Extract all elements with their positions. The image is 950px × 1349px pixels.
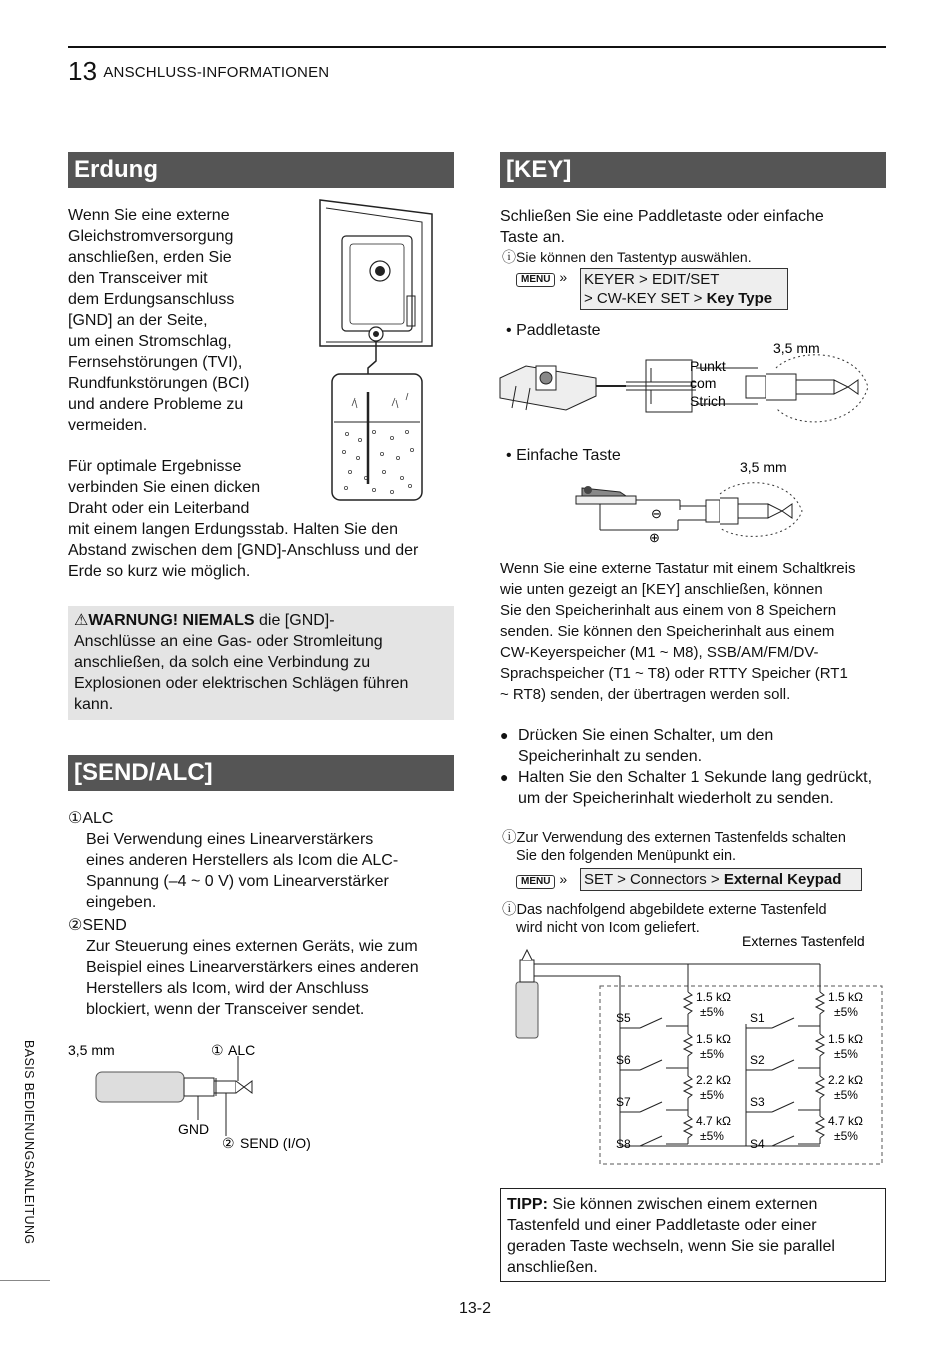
text-line: Draht oder ein Leiterband bbox=[68, 500, 250, 517]
menu-path-line: KEYER > EDIT/SET bbox=[584, 271, 720, 288]
text-line: mit einem langen Erdungsstab. Halten Sie den bbox=[68, 521, 398, 538]
switch-label: S4 bbox=[750, 1137, 765, 1151]
menu-key-icon: MENU bbox=[516, 273, 555, 287]
straight-size-label: 3,5 mm bbox=[740, 459, 787, 475]
menu-path-1 bbox=[516, 268, 567, 287]
text-line: Explosionen oder elektrischen Schlägen führen bbox=[74, 675, 409, 692]
chapter-title: ANSCHLUSS-INFORMATIONEN bbox=[103, 64, 330, 81]
switch-label: S7 bbox=[616, 1095, 631, 1109]
menu-key-icon: MENU bbox=[516, 875, 555, 889]
text-line: Anschlüsse an eine Gas- oder Stromleitung bbox=[74, 633, 383, 650]
text-line: dem Erdungsanschluss bbox=[68, 291, 235, 308]
menu-path-box-2 bbox=[580, 868, 862, 891]
send-label: SEND (I/O) bbox=[240, 1135, 311, 1151]
text-line: Gleichstromversorgung bbox=[68, 228, 234, 245]
text-line: verbinden Sie einen dicken bbox=[68, 479, 261, 496]
resistor-tolerance: ±5% bbox=[700, 1047, 724, 1061]
resistor-value: 1.5 kΩ bbox=[696, 990, 731, 1004]
punkt-label: Punkt bbox=[690, 358, 726, 374]
text-line: kann. bbox=[74, 696, 114, 713]
text-line: Zur Verwendung des externen Tastenfelds schalten bbox=[516, 830, 846, 846]
header-rule bbox=[68, 46, 886, 48]
item-label: ALC bbox=[82, 810, 114, 827]
alc-label: ALC bbox=[228, 1042, 256, 1058]
text-line: Bei Verwendung eines Linearverstärkers bbox=[86, 831, 374, 848]
menu-path-box-1 bbox=[580, 268, 788, 310]
text-line: Spannung (–4 ~ 0 V) vom Linearverstärker bbox=[86, 873, 389, 890]
text-line: [GND] an der Seite, bbox=[68, 312, 208, 329]
switch-label: S5 bbox=[616, 1011, 631, 1025]
sidebar-label: BASIS BEDIENUNGSANLEITUNG bbox=[22, 1040, 36, 1245]
circled-two-icon: ② bbox=[222, 1135, 235, 1151]
chapter-heading bbox=[68, 56, 329, 87]
resistor-value: 2.2 kΩ bbox=[828, 1073, 863, 1087]
text-line: eingeben. bbox=[86, 894, 157, 911]
text-line: anschließen. bbox=[507, 1259, 598, 1276]
switch-label: S6 bbox=[616, 1053, 631, 1067]
text-line: senden. Sie können den Speicherinhalt aus einem bbox=[500, 623, 835, 640]
bullet-icon: • bbox=[506, 322, 512, 339]
text-line: anschließen, da solch eine Verbindung zu bbox=[74, 654, 371, 671]
arrow-icon: » bbox=[559, 871, 568, 887]
list-item bbox=[500, 725, 892, 767]
info-icon: ⓘ bbox=[502, 249, 516, 265]
text-line: um der Speicherinhalt wiederholt zu senden. bbox=[518, 790, 834, 807]
text-line: Fernsehstörungen (TVI), bbox=[68, 354, 243, 371]
text-line: anschließen, erden Sie bbox=[68, 249, 232, 266]
menu-path-line: SET > Connectors > bbox=[584, 871, 724, 888]
text-line: Sie können zwischen einem externen bbox=[547, 1196, 818, 1213]
text-line: ● Drücken Sie einen Schalter, um den bbox=[518, 727, 774, 744]
text-line: Abstand zwischen dem [GND]-Anschluss und der bbox=[68, 542, 419, 559]
text-line: ● Halten Sie den Schalter 1 Sekunde lang gedrückt, bbox=[518, 769, 873, 786]
resistor-value: 1.5 kΩ bbox=[696, 1032, 731, 1046]
arrow-icon: » bbox=[559, 269, 568, 285]
text-line: CW-Keyerspeicher (M1 ~ M8), SSB/AM/FM/DV- bbox=[500, 644, 819, 661]
text-line: Für optimale Ergebnisse bbox=[68, 458, 242, 475]
text-line: Sie den Speicherinhalt aus einem von 8 Speichern bbox=[500, 602, 837, 619]
resistor-value: 1.5 kΩ bbox=[828, 1032, 863, 1046]
text-line: Tastenfeld und einer Paddletaste oder einer bbox=[507, 1217, 817, 1234]
circled-one-icon: ① bbox=[68, 810, 83, 827]
bullet-icon: • bbox=[506, 447, 512, 464]
key-note-2 bbox=[502, 829, 894, 865]
switch-label: S8 bbox=[616, 1137, 631, 1151]
text-line: ~ RT8) senden, der übertragen werden soll. bbox=[500, 686, 791, 703]
resistor-tolerance: ±5% bbox=[834, 1129, 858, 1143]
resistor-tolerance: ±5% bbox=[834, 1047, 858, 1061]
warning-label: WARNUNG! NIEMALS bbox=[88, 612, 255, 629]
info-icon: ⓘ bbox=[502, 830, 517, 846]
section-title-key: [KEY] bbox=[500, 152, 886, 188]
text-line: wird nicht von Icom geliefert. bbox=[516, 920, 700, 936]
text-line: Das nachfolgend abgebildete externe Tastenfeld bbox=[516, 902, 827, 918]
resistor-value: 1.5 kΩ bbox=[828, 990, 863, 1004]
text-line: Zur Steuerung eines externen Geräts, wie zum bbox=[86, 938, 418, 955]
switch-label: S3 bbox=[750, 1095, 765, 1109]
chapter-number: 13 bbox=[68, 56, 98, 86]
external-keypad-schematic bbox=[500, 930, 886, 1180]
send-alc-plug-diagram bbox=[66, 1038, 366, 1158]
keypad-bullets bbox=[500, 725, 892, 809]
gnd-label: GND bbox=[178, 1121, 210, 1137]
text-line: Beispiel eines Linearverstärkers eines anderen bbox=[86, 959, 419, 976]
circled-one-icon: ① bbox=[211, 1042, 224, 1058]
straight-key-label: Einfache Taste bbox=[516, 447, 621, 464]
tip-box bbox=[500, 1188, 886, 1282]
text-line: Sie den folgenden Menüpunkt ein. bbox=[516, 848, 737, 864]
resistor-tolerance: ±5% bbox=[700, 1129, 724, 1143]
section-title-erdung: Erdung bbox=[68, 152, 454, 188]
resistor-value: 4.7 kΩ bbox=[696, 1114, 731, 1128]
resistor-value: 2.2 kΩ bbox=[696, 1073, 731, 1087]
resistor-tolerance: ±5% bbox=[834, 1005, 858, 1019]
minus-icon: ⊖ bbox=[651, 506, 662, 521]
key-note-1 bbox=[502, 248, 892, 266]
text-line: um einen Stromschlag, bbox=[68, 333, 232, 350]
resistor-value: 4.7 kΩ bbox=[828, 1114, 863, 1128]
text-line: eines anderen Herstellers als Icom die ALC- bbox=[86, 852, 399, 869]
text-line: Rundfunkstörungen (BCI) bbox=[68, 375, 250, 392]
grounding-illustration bbox=[312, 196, 460, 506]
text-line: geraden Taste wechseln, wenn Sie sie parallel bbox=[507, 1238, 835, 1255]
resistor-tolerance: ±5% bbox=[834, 1088, 858, 1102]
text-line: Schließen Sie eine Paddletaste oder einfache bbox=[500, 208, 824, 225]
paddle-label: Paddletaste bbox=[516, 322, 601, 339]
resistor-tolerance: ±5% bbox=[700, 1005, 724, 1019]
text-line: den Transceiver mit bbox=[68, 270, 208, 287]
menu-path-bold: Key Type bbox=[706, 290, 773, 307]
text-line: Taste an. bbox=[500, 229, 565, 246]
strich-label: Strich bbox=[690, 393, 726, 409]
text-line: wie unten gezeigt an [KEY] anschließen, können bbox=[500, 581, 823, 598]
list-item bbox=[500, 767, 892, 809]
plug-size-label: 3,5 mm bbox=[68, 1042, 115, 1058]
com-label: com bbox=[690, 375, 717, 391]
text-line: Erde so kurz wie möglich. bbox=[68, 563, 251, 580]
paddle-key-diagram bbox=[496, 338, 886, 438]
switch-label: S1 bbox=[750, 1011, 765, 1025]
sidebar-rule bbox=[0, 1280, 50, 1281]
resistor-tolerance: ±5% bbox=[700, 1088, 724, 1102]
erdung-paragraph-1 bbox=[68, 205, 328, 436]
menu-path-2 bbox=[516, 870, 567, 889]
tip-label: TIPP: bbox=[507, 1196, 548, 1213]
straight-key-diagram bbox=[570, 456, 880, 548]
note-text: Sie können den Tastentyp auswählen. bbox=[516, 249, 752, 265]
menu-path-line: > CW-KEY SET > bbox=[584, 290, 707, 307]
text-line: Sprachspeicher (T1 ~ T8) oder RTTY Speicher (RT1 bbox=[500, 665, 848, 682]
text-line: Speicherinhalt zu senden. bbox=[518, 748, 703, 765]
text-line: vermeiden. bbox=[68, 417, 148, 434]
text-line: Wenn Sie eine externe Tastatur mit einem Schaltkreis bbox=[500, 560, 856, 577]
text-line: blockiert, wenn der Transceiver sendet. bbox=[86, 1001, 365, 1018]
warning-text: die [GND]- bbox=[254, 612, 335, 629]
external-keypad-paragraph bbox=[500, 558, 892, 705]
circled-two-icon: ② bbox=[68, 917, 83, 934]
text-line: Herstellers als Icom, wird der Anschluss bbox=[86, 980, 369, 997]
warning-icon: ⚠ bbox=[74, 612, 89, 629]
menu-path-bold: External Keypad bbox=[723, 871, 842, 888]
section-title-sendalc: [SEND/ALC] bbox=[68, 755, 454, 791]
info-icon: ⓘ bbox=[502, 902, 517, 918]
text-line: und andere Probleme zu bbox=[68, 396, 244, 413]
keypad-title: Externes Tastenfeld bbox=[742, 933, 865, 949]
sendalc-items bbox=[68, 808, 458, 1020]
text-line: Wenn Sie eine externe bbox=[68, 207, 230, 224]
key-intro bbox=[500, 206, 890, 248]
item-label: SEND bbox=[82, 917, 127, 934]
paddle-size-label: 3,5 mm bbox=[773, 340, 820, 356]
warning-box bbox=[68, 606, 454, 720]
page-number: 13-2 bbox=[458, 1300, 492, 1317]
switch-label: S2 bbox=[750, 1053, 765, 1067]
plus-icon: ⊕ bbox=[649, 530, 660, 545]
